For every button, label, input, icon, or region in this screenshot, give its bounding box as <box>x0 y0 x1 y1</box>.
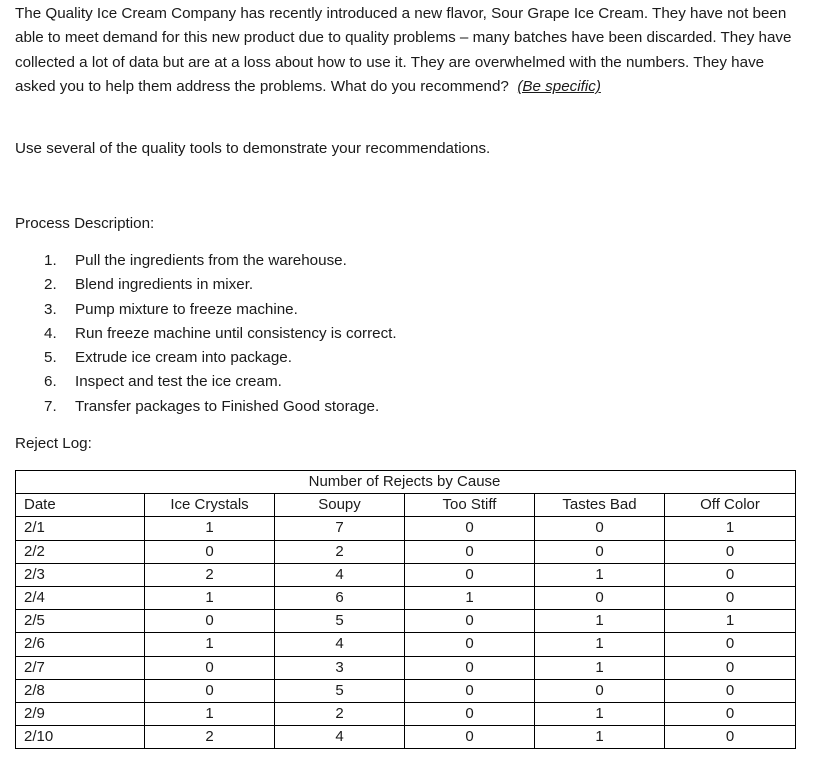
column-header-tastes-bad: Tastes Bad <box>535 494 665 517</box>
cell-date: 2/9 <box>16 702 145 725</box>
cell-too-stiff: 0 <box>405 702 535 725</box>
cell-ice-crystals: 0 <box>145 540 275 563</box>
process-description-heading: Process Description: <box>15 215 155 232</box>
cell-tastes-bad: 0 <box>535 517 665 540</box>
step-number: 3. <box>44 300 57 318</box>
table-group-header-row <box>16 471 796 494</box>
cell-tastes-bad: 1 <box>535 563 665 586</box>
reject-log-heading: Reject Log: <box>15 435 92 452</box>
cell-tastes-bad: 1 <box>535 702 665 725</box>
cell-tastes-bad: 1 <box>535 610 665 633</box>
cell-ice-crystals: 2 <box>145 726 275 749</box>
cell-ice-crystals: 1 <box>145 633 275 656</box>
reject-log-table <box>15 470 796 749</box>
table-row <box>16 656 796 679</box>
cell-soupy: 2 <box>275 540 405 563</box>
cell-off-color: 0 <box>665 679 796 702</box>
group-header-spacer <box>16 471 145 494</box>
cell-ice-crystals: 1 <box>145 702 275 725</box>
cell-date: 2/4 <box>16 586 145 609</box>
cell-date: 2/6 <box>16 633 145 656</box>
process-step <box>44 249 397 273</box>
column-header-date: Date <box>16 494 145 517</box>
cell-soupy: 4 <box>275 563 405 586</box>
process-step <box>44 370 397 394</box>
cell-date: 2/1 <box>16 517 145 540</box>
cell-date: 2/5 <box>16 610 145 633</box>
cell-ice-crystals: 0 <box>145 656 275 679</box>
table-row <box>16 586 796 609</box>
cell-tastes-bad: 1 <box>535 633 665 656</box>
cell-ice-crystals: 1 <box>145 517 275 540</box>
cell-soupy: 3 <box>275 656 405 679</box>
cell-too-stiff: 0 <box>405 563 535 586</box>
table-row <box>16 563 796 586</box>
process-step <box>44 322 397 346</box>
group-header-spacer <box>665 471 796 494</box>
quality-tools-instruction: Use several of the quality tools to demonstrate your recommendations. <box>15 140 491 157</box>
step-number: 6. <box>44 373 57 391</box>
step-text: Inspect and test the ice cream. <box>75 373 282 391</box>
step-number: 7. <box>44 397 57 415</box>
column-header-soupy: Soupy <box>275 494 405 517</box>
cell-ice-crystals: 1 <box>145 586 275 609</box>
table-row <box>16 517 796 540</box>
cell-too-stiff: 0 <box>405 679 535 702</box>
cell-date: 2/2 <box>16 540 145 563</box>
cell-date: 2/10 <box>16 726 145 749</box>
cell-tastes-bad: 0 <box>535 586 665 609</box>
step-text: Run freeze machine until consistency is correct. <box>75 324 397 342</box>
cell-ice-crystals: 0 <box>145 610 275 633</box>
table-row <box>16 633 796 656</box>
process-step <box>44 298 397 322</box>
cell-date: 2/7 <box>16 656 145 679</box>
step-number: 2. <box>44 276 57 294</box>
cell-date: 2/8 <box>16 679 145 702</box>
cell-off-color: 0 <box>665 702 796 725</box>
cell-soupy: 2 <box>275 702 405 725</box>
cell-off-color: 0 <box>665 726 796 749</box>
cell-soupy: 7 <box>275 517 405 540</box>
table-column-header-row <box>16 494 796 517</box>
table-row <box>16 610 796 633</box>
cell-soupy: 4 <box>275 726 405 749</box>
step-text: Extrude ice cream into package. <box>75 349 292 367</box>
process-step <box>44 346 397 370</box>
cell-ice-crystals: 2 <box>145 563 275 586</box>
process-steps-list <box>44 249 397 419</box>
cell-tastes-bad: 1 <box>535 726 665 749</box>
cell-soupy: 5 <box>275 610 405 633</box>
cell-off-color: 0 <box>665 563 796 586</box>
step-number: 4. <box>44 324 57 342</box>
cell-tastes-bad: 0 <box>535 679 665 702</box>
intro-paragraph <box>15 2 801 100</box>
column-header-off-color: Off Color <box>665 494 796 517</box>
step-text: Blend ingredients in mixer. <box>75 276 254 294</box>
step-number: 1. <box>44 252 57 269</box>
intro-text: The Quality Ice Cream Company has recently introduced a new flavor, Sour Grape Ice Cream. They have not been able to meet demand for this new product due to quality problems – many batches have been discarded. They have collected a lot of data but are at a loss about how to use it. They are overwhelmed with the numbers. They have asked you to help them address the problems. What do you recommend? <box>15 5 792 96</box>
step-number: 5. <box>44 349 57 367</box>
cell-soupy: 5 <box>275 679 405 702</box>
step-text: Pull the ingredients from the warehouse. <box>75 252 347 269</box>
cell-too-stiff: 0 <box>405 656 535 679</box>
cell-off-color: 0 <box>665 633 796 656</box>
table-row <box>16 702 796 725</box>
column-header-too-stiff: Too Stiff <box>405 494 535 517</box>
rejects-by-cause-header: Number of Rejects by Cause <box>145 471 665 494</box>
cell-soupy: 6 <box>275 586 405 609</box>
cell-off-color: 1 <box>665 610 796 633</box>
cell-ice-crystals: 0 <box>145 679 275 702</box>
cell-off-color: 1 <box>665 517 796 540</box>
reject-log-body <box>16 517 796 749</box>
step-text: Pump mixture to freeze machine. <box>75 300 298 318</box>
table-row <box>16 679 796 702</box>
cell-tastes-bad: 1 <box>535 656 665 679</box>
process-step <box>44 273 397 297</box>
cell-off-color: 0 <box>665 540 796 563</box>
cell-too-stiff: 0 <box>405 633 535 656</box>
cell-too-stiff: 0 <box>405 610 535 633</box>
cell-too-stiff: 0 <box>405 517 535 540</box>
cell-tastes-bad: 0 <box>535 540 665 563</box>
cell-off-color: 0 <box>665 586 796 609</box>
be-specific-note: (Be specific) <box>517 78 601 96</box>
cell-too-stiff: 0 <box>405 540 535 563</box>
table-row <box>16 726 796 749</box>
cell-soupy: 4 <box>275 633 405 656</box>
cell-too-stiff: 0 <box>405 726 535 749</box>
process-step <box>44 395 397 419</box>
cell-off-color: 0 <box>665 656 796 679</box>
cell-too-stiff: 1 <box>405 586 535 609</box>
column-header-ice-crystals: Ice Crystals <box>145 494 275 517</box>
table-row <box>16 540 796 563</box>
cell-date: 2/3 <box>16 563 145 586</box>
step-text: Transfer packages to Finished Good storage. <box>75 397 380 415</box>
